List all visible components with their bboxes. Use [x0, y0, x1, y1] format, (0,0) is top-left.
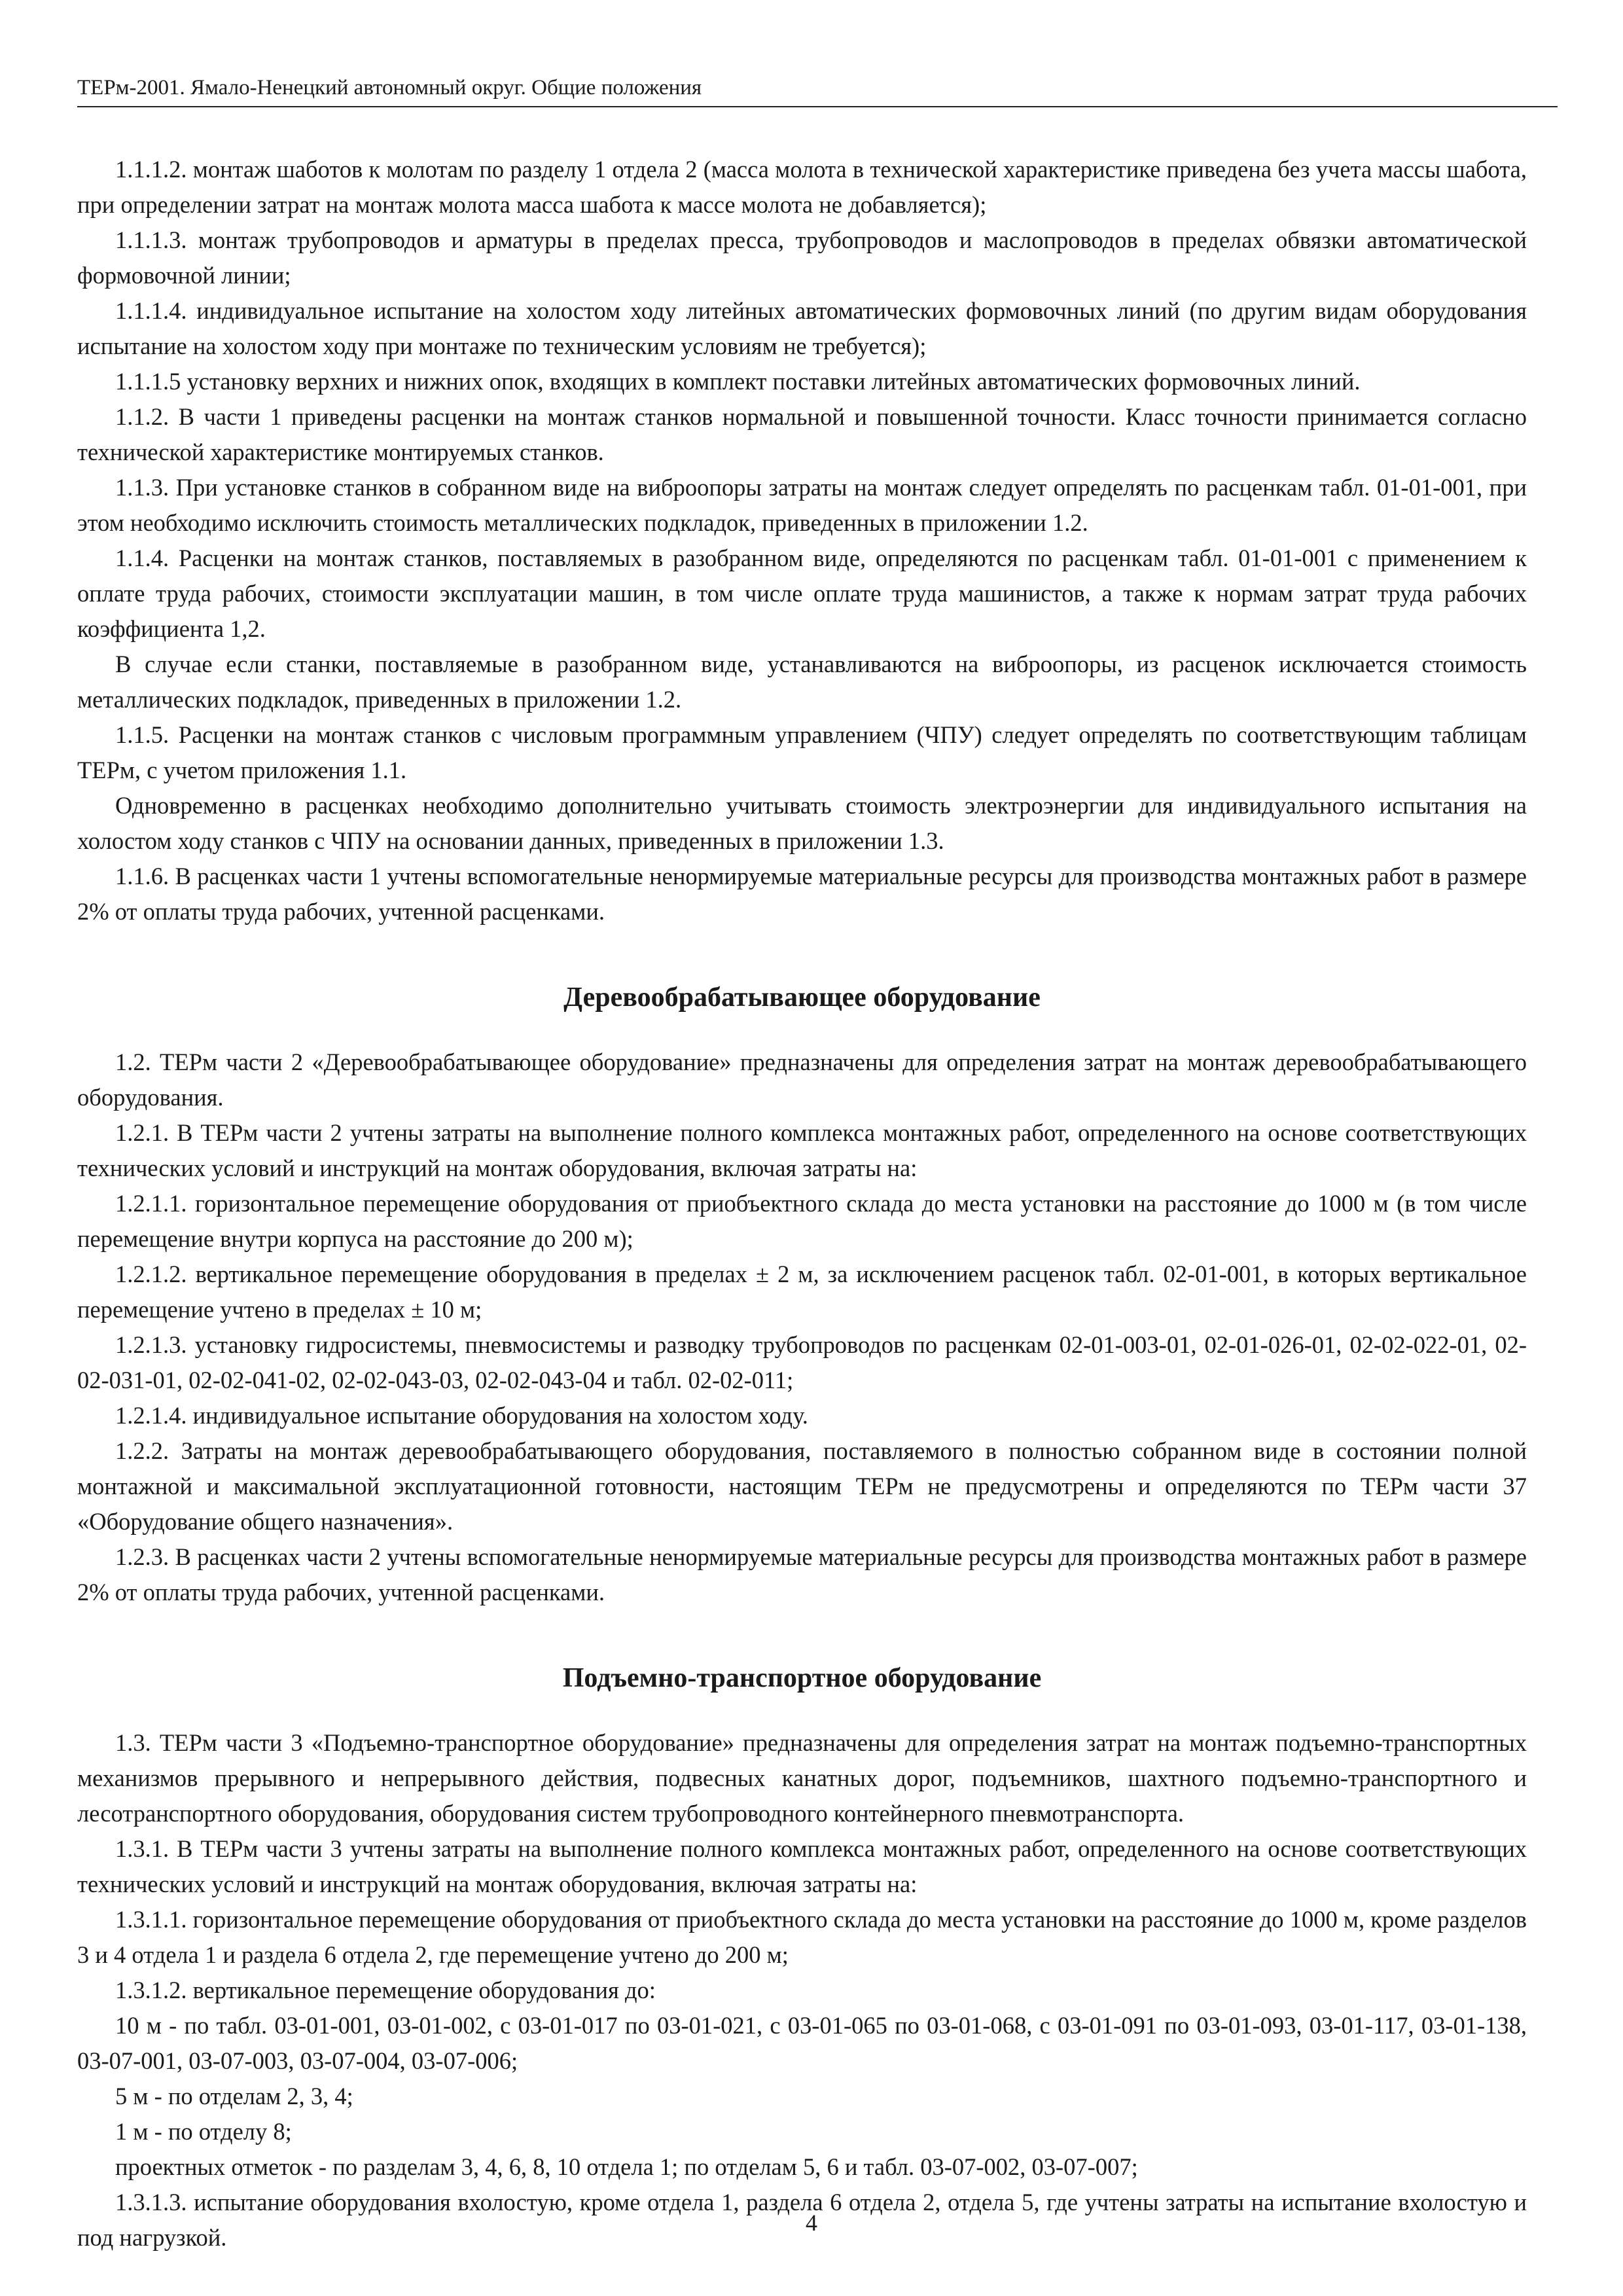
- paragraph: 1.1.1.2. монтаж шаботов к молотам по разделу 1 отдела 2 (масса молота в технической характеристике приведена без учета массы шабота, при определении затрат на монтаж молота масса шабота к массе молота не добавляется);: [77, 156, 1527, 218]
- paragraph: 1.2. ТЕРм части 2 «Деревообрабатывающее оборудование» предназначены для определения затрат на монтаж деревообрабатывающего оборудования.: [77, 1049, 1527, 1111]
- paragraph: 1 м - по отделу 8;: [115, 2118, 292, 2145]
- paragraph: 1.2.1.3. установку гидросистемы, пневмосистемы и разводку трубопроводов по расценкам 02-01-003-01, 02-01-026-01, 02-02-022-01, 02-02-031-01, 02-02-041-02, 02-02-043-03, 02-02-043-04 и табл. 02-02-011;: [77, 1331, 1527, 1393]
- paragraph: 1.1.6. В расценках части 1 учтены вспомогательные ненормируемые материальные ресурсы для производства монтажных работ в размере 2% от оплаты труда рабочих, учтенной расценками.: [77, 863, 1527, 925]
- section-heading-woodworking: Деревообрабатывающее оборудование: [563, 982, 1041, 1013]
- paragraph: Одновременно в расценках необходимо дополнительно учитывать стоимость электроэнергии для индивидуального испытания на холостом ходу станков с ЧПУ на основании данных, приведенных в приложении 1.3.: [77, 792, 1527, 854]
- paragraph: В случае если станки, поставляемые в разобранном виде, устанавливаются на виброопоры, из расценок исключается стоимость металлических подкладок, приведенных в приложении 1.2.: [77, 651, 1527, 713]
- paragraph: 1.1.5. Расценки на монтаж станков с числовым программным управлением (ЧПУ) следует определять по соответствующим таблицам ТЕРм, с учетом приложения 1.1.: [77, 721, 1527, 783]
- paragraph: проектных отметок - по разделам 3, 4, 6, 8, 10 отдела 1; по отделам 5, 6 и табл. 03-07-002, 03-07-007;: [115, 2153, 1138, 2180]
- paragraph: 1.1.2. В части 1 приведены расценки на монтаж станков нормальной и повышенной точности. Класс точности принимается согласно технической характеристике монтируемых станков.: [77, 403, 1527, 465]
- paragraph: 1.1.1.4. индивидуальное испытание на холостом ходу литейных автоматических формовочных линий (по другим видам оборудования испытание на холостом ходу при монтаже по техническим условиям не требуется);: [77, 297, 1527, 359]
- page-number: 4: [806, 2210, 817, 2236]
- paragraph: 1.1.1.5 установку верхних и нижних опок, входящих в комплект поставки литейных автоматических формовочных линий.: [115, 368, 1361, 395]
- document-body: [77, 152, 1527, 2255]
- paragraph: 1.1.3. При установке станков в собранном виде на виброопоры затраты на монтаж следует определять по расценкам табл. 01-01-001, при этом необходимо исключить стоимость металлических подкладок, приведенных в приложении 1.2.: [77, 474, 1527, 536]
- paragraph: 10 м - по табл. 03-01-001, 03-01-002, с 03-01-017 по 03-01-021, с 03-01-065 по 03-01-068, с 03-01-091 по 03-01-093, 03-01-117, 03-01-138, 03-07-001, 03-07-003, 03-07-004, 03-07-006;: [77, 2012, 1527, 2074]
- paragraph: 1.3.1.2. вертикальное перемещение оборудования до:: [115, 1977, 656, 2003]
- paragraph: 1.3.1.3. испытание оборудования вхолостую, кроме отдела 1, раздела 6 отдела 2, отдела 5, где учтены затраты на испытание вхолостую и под нагрузкой.: [77, 2189, 1527, 2251]
- paragraph: 1.1.4. Расценки на монтаж станков, поставляемых в разобранном виде, определяются по расценкам табл. 01-01-001 с применением к оплате труда рабочих, стоимости эксплуатации машин, в том числе оплате труда машинистов, а также к нормам затрат труда рабочих коэффициента 1,2.: [77, 545, 1527, 642]
- paragraph: 1.2.1.1. горизонтальное перемещение оборудования от приобъектного склада до места установки на расстояние до 1000 м (в том числе перемещение внутри корпуса на расстояние до 200 м);: [77, 1190, 1527, 1252]
- paragraph: 1.2.1.4. индивидуальное испытание оборудования на холостом ходу.: [115, 1402, 808, 1429]
- running-header: ТЕРм-2001. Ямало-Ненецкий автономный округ. Общие положения: [77, 72, 1558, 107]
- paragraph: 1.2.1.2. вертикальное перемещение оборудования в пределах ± 2 м, за исключением расценок табл. 02-01-001, в которых вертикальное перемещение учтено в пределах ± 10 м;: [77, 1261, 1527, 1323]
- paragraph: 1.3.1. В ТЕРм части 3 учтены затраты на выполнение полного комплекса монтажных работ, определенного на основе соответствующих технических условий и инструкций на монтаж оборудования, включая затраты на:: [77, 1835, 1527, 1897]
- paragraph: 5 м - по отделам 2, 3, 4;: [115, 2083, 353, 2109]
- paragraph: 1.2.2. Затраты на монтаж деревообрабатывающего оборудования, поставляемого в полностью собранном виде в состоянии полной монтажной и максимальной эксплуатационной готовности, настоящим ТЕРм не предусмотрены и определяются по ТЕРм части 37 «Оборудование общего назначения».: [77, 1437, 1527, 1535]
- section-heading-lifting-transport: Подъемно-транспортное оборудование: [562, 1663, 1042, 1693]
- paragraph: 1.2.1. В ТЕРм части 2 учтены затраты на выполнение полного комплекса монтажных работ, определенного на основе соответствующих технических условий и инструкций на монтаж оборудования, включая затраты на:: [77, 1119, 1527, 1181]
- paragraph: 1.2.3. В расценках части 2 учтены вспомогательные ненормируемые материальные ресурсы для производства монтажных работ в размере 2% от оплаты труда рабочих, учтенной расценками.: [77, 1543, 1527, 1605]
- paragraph: 1.3.1.1. горизонтальное перемещение оборудования от приобъектного склада до места установки на расстояние до 1000 м, кроме разделов 3 и 4 отдела 1 и раздела 6 отдела 2, где перемещение учтено до 200 м;: [77, 1906, 1527, 1968]
- paragraph: 1.1.1.3. монтаж трубопроводов и арматуры в пределах пресса, трубопроводов и маслопроводов в пределах обвязки автоматической формовочной линии;: [77, 226, 1527, 289]
- paragraph: 1.3. ТЕРм части 3 «Подъемно-транспортное оборудование» предназначены для определения затрат на монтаж подъемно-транспортных механизмов прерывного и непрерывного действия, подвесных канатных дорог, подъемников, шахтного подъемно-транспортного и лесотранспортного оборудования, оборудования систем трубопроводного контейнерного пневмотранспорта.: [77, 1729, 1527, 1827]
